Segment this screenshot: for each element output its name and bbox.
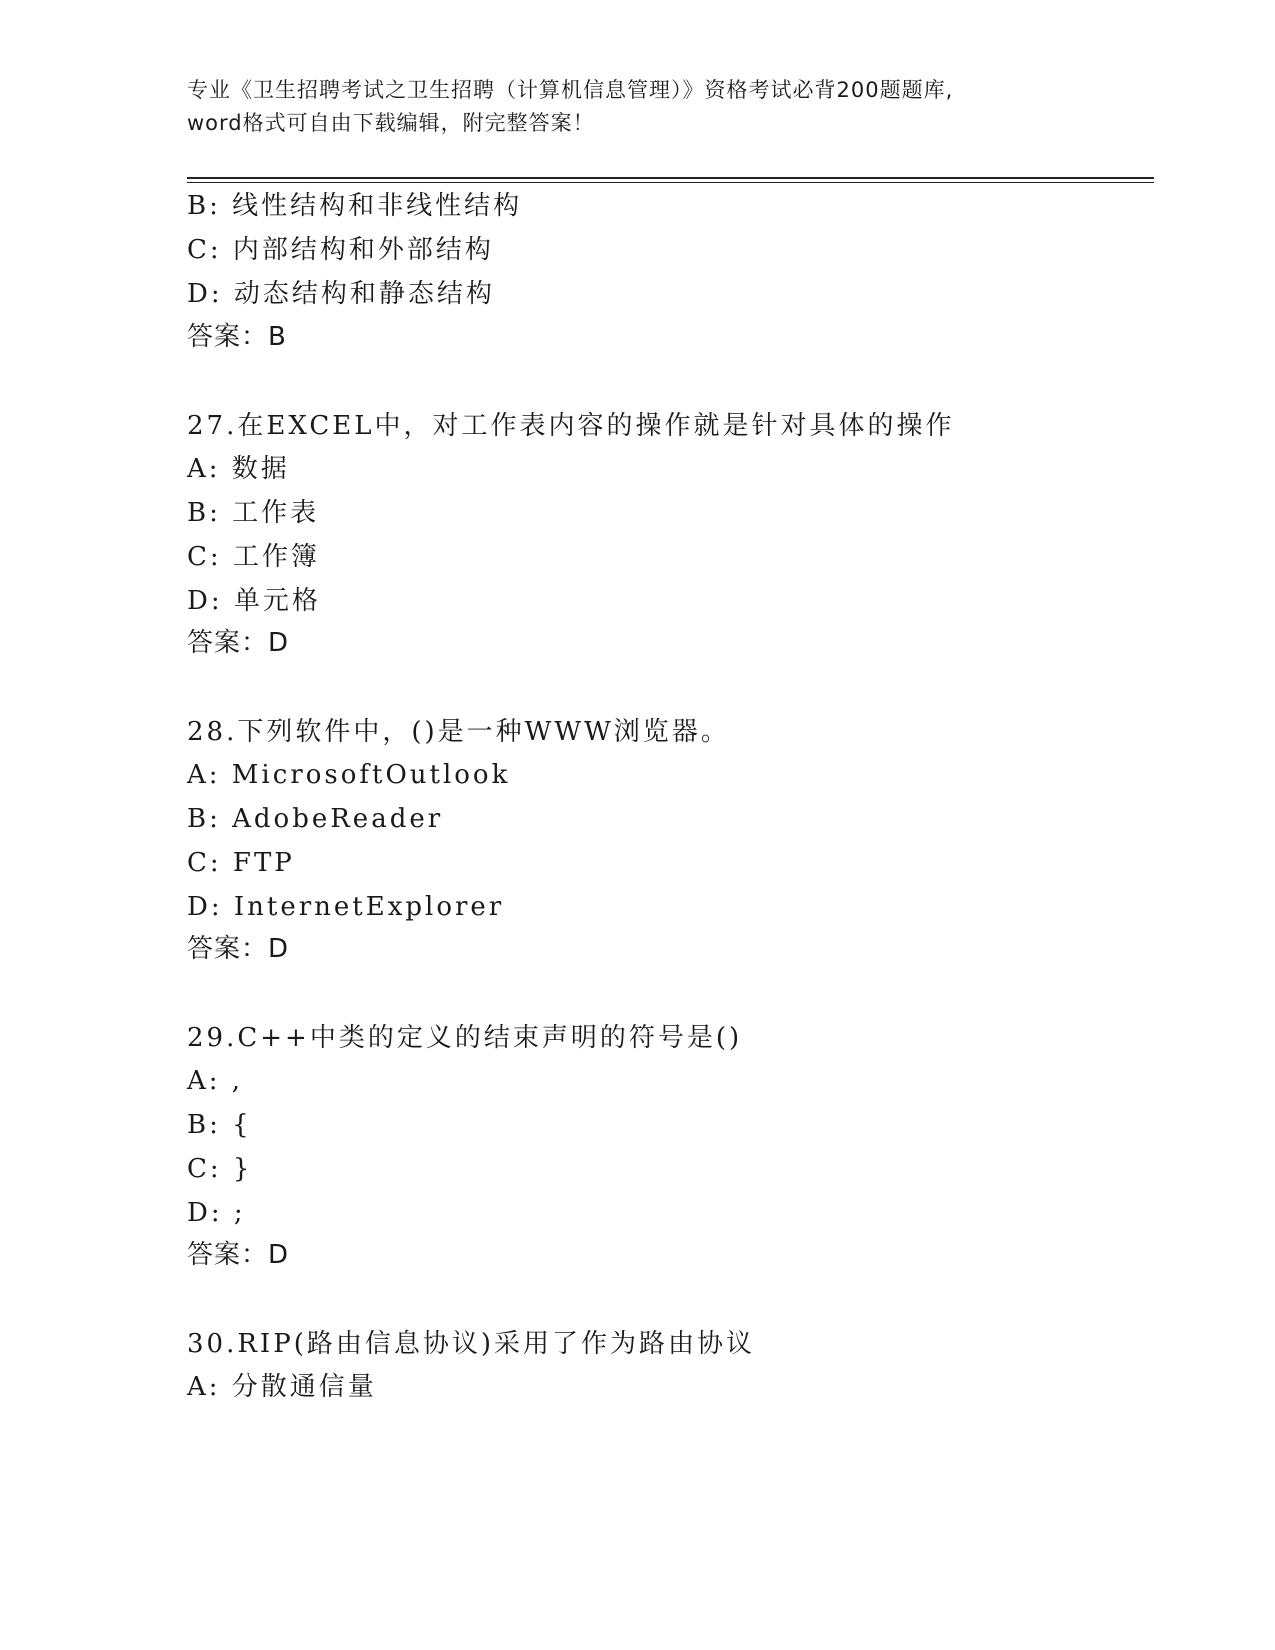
q26-option-c: C: 内部结构和外部结构 [187, 235, 494, 265]
q29-answer: 答案：D [187, 1240, 290, 1270]
q29-question: 29.C++中类的定义的结束声明的符号是() [187, 1023, 743, 1053]
q28-question: 28.下列软件中，()是一种WWW浏览器。 [187, 717, 730, 747]
q28-option-a: A: MicrosoftOutlook [187, 760, 511, 790]
q27-answer: 答案：D [187, 628, 290, 658]
header-divider-thick [187, 177, 1154, 179]
q28-option-c: C: FTP [187, 848, 295, 878]
q27-question: 27.在EXCEL中，对工作表内容的操作就是针对具体的操作 [187, 411, 955, 441]
q29-option-b: B: { [187, 1110, 252, 1140]
q29-option-c: C: } [187, 1154, 253, 1184]
q28-answer: 答案：D [187, 934, 290, 964]
header-line-1: 专业《卫生招聘考试之卫生招聘（计算机信息管理）》资格考试必背200题题库, [187, 78, 954, 102]
header-divider-thin [187, 182, 1154, 183]
q29-option-a: A: , [187, 1066, 244, 1096]
q28-option-b: B: AdobeReader [187, 804, 444, 834]
document-header [187, 74, 1087, 140]
q26-option-d: D: 动态结构和静态结构 [187, 279, 495, 309]
q27-option-b: B: 工作表 [187, 498, 320, 528]
q29-option-d: D: ; [187, 1198, 246, 1228]
q27-option-d: D: 单元格 [187, 586, 321, 616]
q28-option-d: D: InternetExplorer [187, 892, 505, 922]
q30-option-a: A: 分散通信量 [187, 1372, 377, 1402]
q26-option-b: B: 线性结构和非线性结构 [187, 191, 523, 221]
q26-answer: 答案：B [187, 322, 287, 352]
header-line-2: word格式可自由下载编辑，附完整答案！ [187, 111, 595, 135]
q27-option-c: C: 工作簿 [187, 542, 320, 572]
q27-option-a: A: 数据 [187, 454, 290, 484]
q30-question: 30.RIP(路由信息协议)采用了作为路由协议 [187, 1329, 755, 1359]
